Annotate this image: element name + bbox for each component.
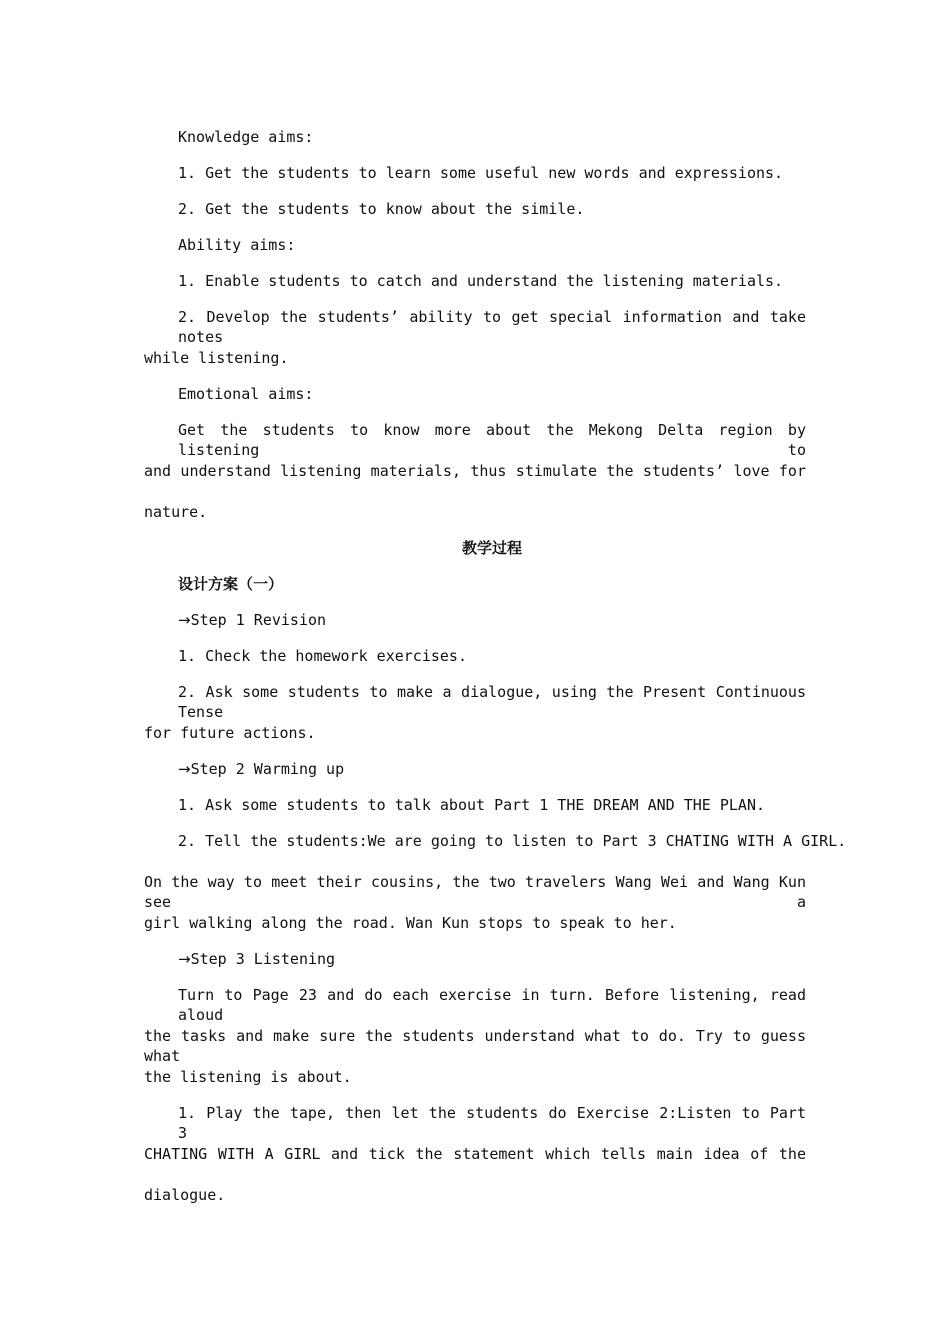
step-3-para-line-3: the listening is about. — [144, 1068, 352, 1086]
step-3-item-1-line-1: 1. Play the tape, then let the students do Exercise 2:Listen to Part 3 — [178, 1104, 806, 1142]
arrow-right-icon: → — [178, 611, 191, 629]
arrow-right-icon: → — [178, 950, 191, 968]
design-plan-heading: 设计方案（一） — [178, 575, 284, 593]
step-2-label: Step 2 Warming up — [190, 760, 345, 778]
step-3-item-1-line-3: dialogue. — [144, 1186, 226, 1204]
step-1-heading — [178, 610, 326, 630]
step-3-heading — [178, 949, 335, 969]
step-2-item-2-line-2: On the way to meet their cousins, the two travelers Wang Wei and Wang Kun see a — [144, 873, 806, 911]
ability-aim-2-line-2: while listening. — [144, 349, 289, 367]
ability-aim-1: 1. Enable students to catch and understand the listening materials. — [178, 272, 784, 290]
step-1-item-1: 1. Check the homework exercises. — [178, 647, 467, 665]
step-3-item-1-line-2: CHATING WITH A GIRL and tick the statement which tells main idea of the — [144, 1145, 806, 1163]
step-2-item-2-line-3: girl walking along the road. Wan Kun stops to speak to her. — [144, 914, 677, 932]
step-1-item-2-line-2: for future actions. — [144, 724, 316, 742]
emotional-aim-line-2: and understand listening materials, thus stimulate the students’ love for — [144, 462, 806, 480]
step-2-item-1: 1. Ask some students to talk about Part 1 THE DREAM AND THE PLAN. — [178, 796, 765, 814]
emotional-aim-line-1: Get the students to know more about the Mekong Delta region by listening to — [178, 421, 806, 459]
teaching-process-title: 教学过程 — [461, 539, 522, 557]
ability-aims-heading: Ability aims: — [178, 236, 296, 254]
knowledge-aim-1: 1. Get the students to learn some useful new words and expressions. — [178, 164, 784, 182]
ability-aim-2-line-1: 2. Develop the students’ ability to get special information and take notes — [178, 308, 806, 346]
step-1-label: Step 1 Revision — [190, 611, 327, 629]
step-3-label: Step 3 Listening — [190, 950, 336, 968]
knowledge-aim-2: 2. Get the students to know about the simile. — [178, 200, 585, 218]
arrow-right-icon: → — [178, 760, 191, 778]
step-1-item-2-line-1: 2. Ask some students to make a dialogue, using the Present Continuous Tense — [178, 683, 806, 721]
step-3-para-line-1: Turn to Page 23 and do each exercise in turn. Before listening, read aloud — [178, 986, 806, 1024]
emotional-aim-line-3: nature. — [144, 503, 208, 521]
step-3-para-line-2: the tasks and make sure the students understand what to do. Try to guess what — [144, 1027, 806, 1065]
knowledge-aims-heading: Knowledge aims: — [178, 128, 314, 146]
step-2-heading — [178, 759, 344, 779]
step-2-item-2-line-1: 2. Tell the students:We are going to listen to Part 3 CHATING WITH A GIRL. — [178, 832, 847, 850]
emotional-aims-heading: Emotional aims: — [178, 385, 314, 403]
